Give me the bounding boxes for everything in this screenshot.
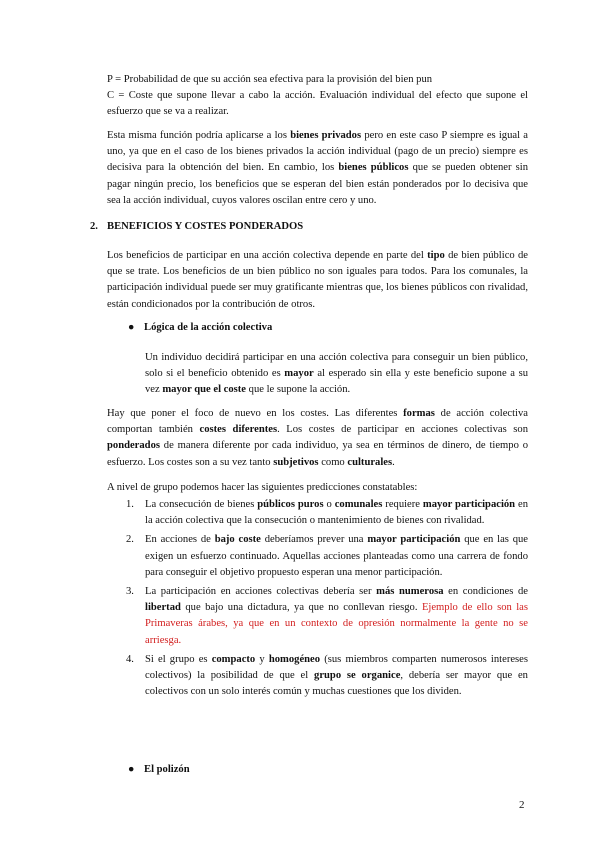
bullet-title: Lógica de la acción colectiva xyxy=(144,322,273,333)
list-item: 3. La participación en acciones colectivas debería ser más numerosa en condiciones de libertad que bajo una dictadura, ya que no conllevan riesgo. Ejemplo de ello son las Primaveras árabes, ya que en un contexto de opresión normalmente la gente no se arriesga. xyxy=(126,586,529,646)
highlighted-example: Ejemplo de ello son las Primaveras árabes, ya que en un contexto de opresión normalmente la gente no se arriesga. xyxy=(145,602,529,646)
definitions xyxy=(107,72,528,121)
definition-c: C = Coste que supone llevar a cabo la acción. Evaluación individual del efecto que supone el esfuerzo que se va a realizar. xyxy=(107,90,528,118)
paragraph-bienes: Esta misma función podría aplicarse a los bienes privados pero en este caso P siempre es igual a uno, ya que en el caso de los bienes privados la acción individual (pago de un precio) siempre es decisiva para la obtención del bien. En cambio, los bienes públicos que se pueden obtener sin pagar ningún precio, los beneficios que se esperan del bien están ponderados por lo decisiva que sea la acción individual, cuyos valores oscilan entre cero y uno. xyxy=(107,130,528,206)
paragraph-logica: Un individuo decidirá participar en una acción colectiva para conseguir un bien público, solo si el beneficio obtenido es mayor al esperado sin ella y este beneficio supone a su vez mayor que el coste que le supone la acción. xyxy=(145,352,528,396)
item-number: 4. xyxy=(126,653,134,665)
term-culturales: culturales xyxy=(347,456,393,468)
term-ponderados: ponderados xyxy=(107,440,160,452)
bullet-dot-icon: ● xyxy=(128,322,135,333)
list-item: 1. La consecución de bienes públicos puros o comunales requiere mayor participación en la acción colectiva que la consecución o mantenimiento de bienes con rivalidad. xyxy=(126,499,528,527)
bullet-title: El polizón xyxy=(144,764,190,775)
term-formas: formas xyxy=(403,408,435,419)
term-mayor: mayor xyxy=(284,368,314,380)
term-bienes-privados: bienes privados xyxy=(290,130,362,141)
item-number: 1. xyxy=(126,499,134,510)
bullet-logica xyxy=(128,320,272,336)
paragraph-beneficios: Los beneficios de participar en una acción colectiva depende en parte del tipo de bien público de que se trate. Los beneficios de un bien público no son iguales para todos. Para los comunales, la participación individual puede ser muy gratificante mientras que, los bienes públicos con rivalidad, están condicionados por la contribución de otros. xyxy=(107,250,528,310)
section-number: 2. xyxy=(90,221,98,232)
bullet-dot-icon: ● xyxy=(128,764,135,775)
predictions-list xyxy=(126,497,528,700)
term-costes-diferentes: costes diferentes xyxy=(199,424,278,436)
list-item: 2. En acciones de bajo coste deberíamos prever una mayor participación que en las que exigen un esfuerzo continuado. Aquellas acciones planteadas como una carrera de fondo para conseguir el objetivo propuesto esperan una menor participación. xyxy=(126,534,529,578)
bullet-polizon xyxy=(128,762,190,778)
term-subjetivos: subjetivos xyxy=(273,456,319,468)
page-number: 2 xyxy=(519,799,525,811)
item-number: 2. xyxy=(126,534,134,546)
section-heading xyxy=(90,219,530,235)
term-mayor-que-el-coste: mayor que el coste xyxy=(162,384,247,396)
section-title: BENEFICIOS Y COSTES PONDERADOS xyxy=(107,221,304,232)
term-bienes-publicos: bienes públicos xyxy=(338,162,409,174)
paragraph-costes: Hay que poner el foco de nuevo en los costes. Las diferentes formas de acción colectiva comportan también costes diferentes. Los costes de participar en acciones colectivas son ponderados de manera diferente por cada individuo, ya sea en términos de dinero, de tiempo o esfuerzo. Los costes son a su vez tanto subjetivos como culturales. xyxy=(107,408,528,468)
predictions-intro: A nivel de grupo podemos hacer las siguientes predicciones constatables: xyxy=(107,482,418,493)
list-item: 4. Si el grupo es compacto y homogéneo (sus miembros comparten numerosos intereses colectivos) la posibilidad de que el grupo se organice, debería ser mayor que en colectivos con un solo interés común y muchas cuestiones que los dividen. xyxy=(126,653,528,698)
term-tipo: tipo xyxy=(427,250,445,261)
definition-p: P = Probabilidad de que su acción sea efectiva para la provisión del bien pun xyxy=(107,74,433,85)
item-number: 3. xyxy=(126,586,134,598)
